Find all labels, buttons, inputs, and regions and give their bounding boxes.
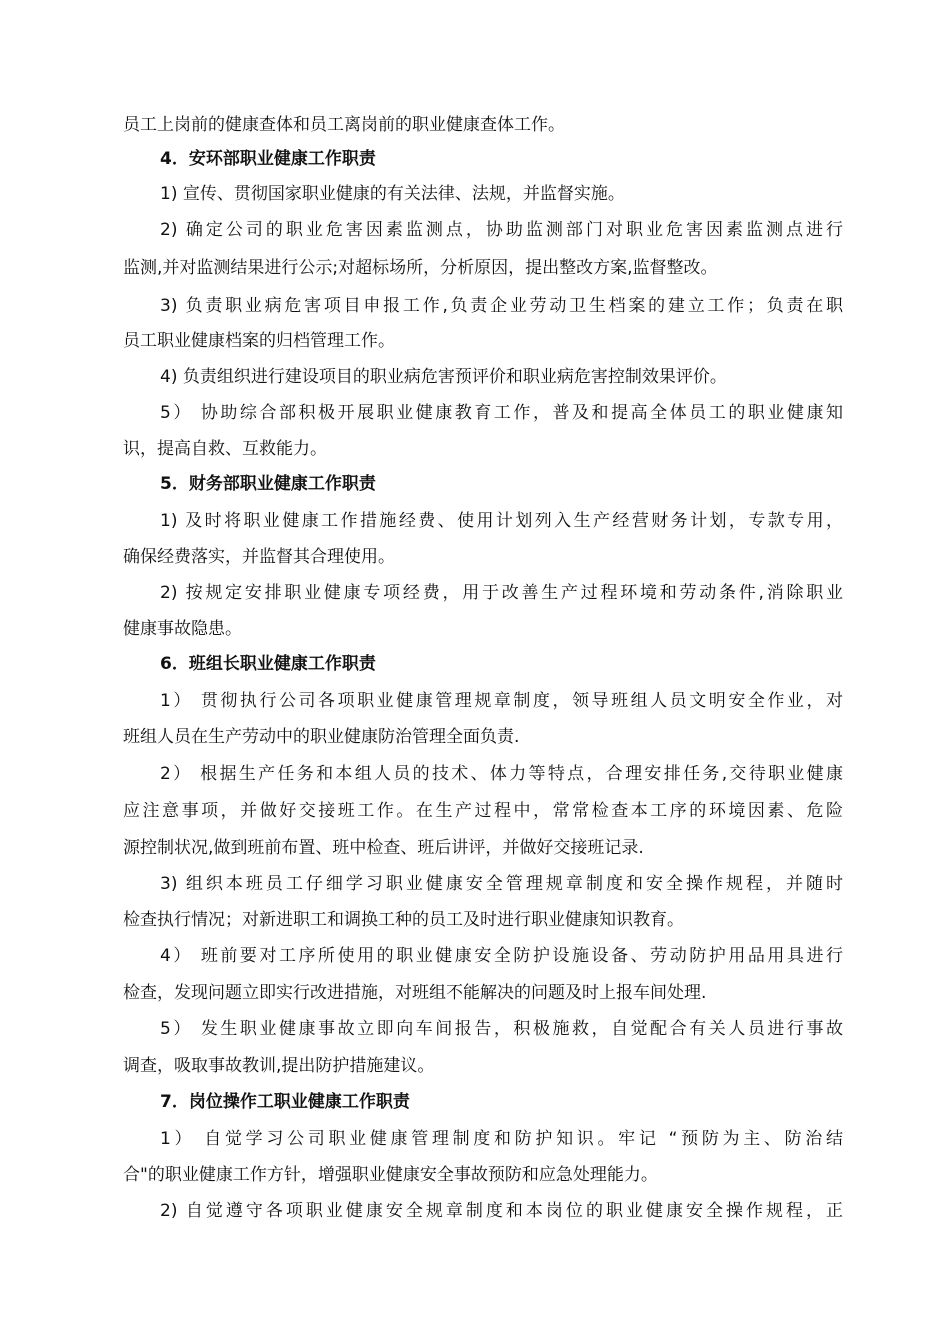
paragraph-line: 1) 宣传、贯彻国家职业健康的有关法律、法规，并监督实施。 — [160, 184, 625, 204]
section-heading: 6．班组长职业健康工作职责 — [160, 654, 376, 674]
paragraph-line: 班组人员在生产劳动中的职业健康防治管理全面负责. — [123, 727, 520, 747]
paragraph-line: 监测,并对监测结果进行公示;对超标场所，分析原因，提出整改方案,监督整改。 — [123, 258, 718, 278]
paragraph-line: 2) 自觉遵守各项职业健康安全规章制度和本岗位的职业健康安全操作规程，正 — [160, 1201, 843, 1221]
paragraph-line: 1） 贯彻执行公司各项职业健康管理规章制度，领导班组人员文明安全作业，对 — [160, 691, 843, 711]
paragraph-line: 5） 协助综合部积极开展职业健康教育工作，普及和提高全体员工的职业健康知 — [160, 403, 843, 423]
paragraph-line: 健康事故隐患。 — [123, 619, 242, 639]
paragraph-line: 2） 根据生产任务和本组人员的技术、体力等特点，合理安排任务,交待职业健康 — [160, 764, 843, 784]
paragraph-line: 5） 发生职业健康事故立即向车间报告，积极施救，自觉配合有关人员进行事故 — [160, 1019, 843, 1039]
section-heading: 7．岗位操作工职业健康工作职责 — [160, 1092, 410, 1112]
paragraph-line: 员工职业健康档案的归档管理工作。 — [123, 331, 395, 351]
paragraph-line: 员工上岗前的健康查体和员工离岗前的职业健康查体工作。 — [123, 115, 565, 135]
section-heading: 4．安环部职业健康工作职责 — [160, 149, 376, 169]
paragraph-line: 4） 班前要对工序所使用的职业健康安全防护设施设备、劳动防护用品用具进行 — [160, 946, 843, 966]
paragraph-line: 应注意事项，并做好交接班工作。在生产过程中，常常检查本工序的环境因素、危险 — [123, 801, 843, 821]
paragraph-line: 源控制状况,做到班前布置、班中检查、班后讲评，并做好交接班记录. — [123, 838, 644, 858]
section-heading: 5．财务部职业健康工作职责 — [160, 474, 376, 494]
paragraph-line: 3) 组织本班员工仔细学习职业健康安全管理规章制度和安全操作规程，并随时 — [160, 874, 843, 894]
paragraph-line: 检查，发现问题立即实行改进措施，对班组不能解决的问题及时上报车间处理. — [123, 983, 707, 1003]
paragraph-line: 2) 按规定安排职业健康专项经费，用于改善生产过程环境和劳动条件,消除职业 — [160, 583, 843, 603]
paragraph-line: 合"的职业健康工作方针，增强职业健康安全事故预防和应急处理能力。 — [123, 1165, 658, 1185]
paragraph-line: 1) 及时将职业健康工作措施经费、使用计划列入生产经营财务计划，专款专用， — [160, 511, 843, 531]
paragraph-line: 4) 负责组织进行建设项目的职业病危害预评价和职业病危害控制效果评价。 — [160, 367, 727, 387]
paragraph-line: 2) 确定公司的职业危害因素监测点，协助监测部门对职业危害因素监测点进行 — [160, 220, 843, 240]
paragraph-line: 调查，吸取事故教训,提出防护措施建议。 — [123, 1056, 435, 1076]
paragraph-line: 1） 自觉学习公司职业健康管理制度和防护知识。牢记 “预防为主、防治结 — [160, 1129, 843, 1149]
paragraph-line: 识，提高自救、互救能力。 — [123, 439, 327, 459]
paragraph-line: 检查执行情况；对新进职工和调换工种的员工及时进行职业健康知识教育。 — [123, 910, 684, 930]
paragraph-line: 3) 负责职业病危害项目申报工作,负责企业劳动卫生档案的建立工作；负责在职 — [160, 296, 843, 316]
paragraph-line: 确保经费落实，并监督其合理使用。 — [123, 547, 395, 567]
